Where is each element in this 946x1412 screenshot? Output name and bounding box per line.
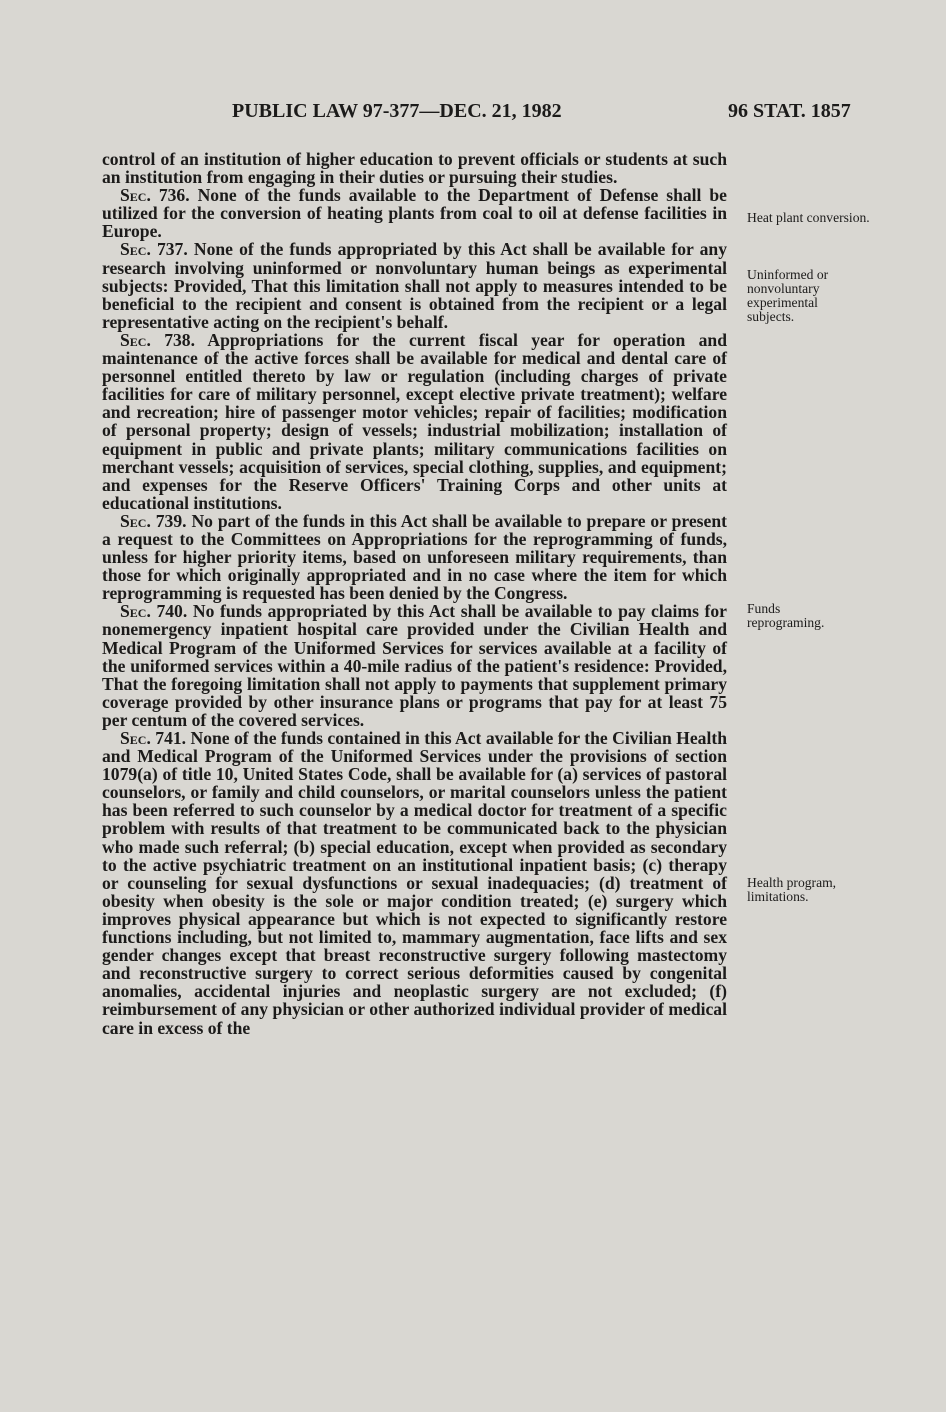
paragraph [102,150,727,186]
paragraph-text: None of the funds contained in this Act available for the Civilian Health and Medical Program of the Uniformed Services under the provisions of section 1079(a) of title 10, United States Code, shall be available for (a) services of pastoral counselors, or family and child counselors, or marital counselors unless the patient has been referred to such counselor by a medical doctor for treatment of a specific problem with results of that treatment to be communicated back to the physician who made such referral; (b) special education, except when provided as secondary to the active psychiatric treatment on an institutional inpatient basis; (c) therapy or counseling for sexual dysfunctions or sexual inadequacies; (d) treatment of obesity when obesity is the sole or major condition treated; (e) surgery which improves physical appearance but which is not expected to significantly restore functions including, but not limited to, mammary augmentation, face lifts and sex gender changes except that breast reconstructive surgery following mastectomy and reconstructive surgery to correct serious deformities caused by congenital anomalies, accidental injuries and neoplastic surgery are not excluded; (f) reimbursement of any physician or other authorized individual provider of medical care in excess of the [102,728,727,1038]
margin-note-funds-reprograming: Funds reprograming. [747,601,825,630]
paragraph [102,331,727,512]
paragraph-text: control of an institution of higher education to prevent officials or students at such an institution from engaging in their duties or pursuing their studies. [102,149,727,188]
header-page-number: 96 STAT. 1857 [728,100,851,122]
section-number: Sec. 741. [120,728,187,748]
margin-note-heat-plant: Heat plant conversion. [747,210,870,225]
section-number: Sec. 736. [120,185,190,206]
paragraph-text: None of the funds available to the Department of Defense shall be utilized for the conversion of heating plants from coal to oil at defense facilities in Europe. [102,185,727,242]
margin-note-uninformed: Uninformed or nonvoluntary experimental subjects. [747,267,829,324]
paragraph-text: No funds appropriated by this Act shall be available to pay claims for nonemergency inpatient hospital care provided under the Civilian Health and Medical Program of the Uniformed Services for services available at a facility of the uniformed services within a 40-mile radius of the patient's residence: Provided, That the foregoing limitation shall not apply to payments that supplement primary coverage provided by other insurance plans or programs that pay for at least 75 per centum of the covered services. [102,601,727,730]
header-title: PUBLIC LAW 97-377—DEC. 21, 1982 [232,100,562,122]
section-number: Sec. 737. [120,239,188,260]
section-number: Sec. 738. [120,329,195,350]
paragraph-text: None of the funds appropriated by this Act shall be available for any research involving uninformed or nonvoluntary human beings as experimental subjects: Provided, That this limitation shall not apply to measures intended to be beneficial to the recipient and consent is obtained from the recipient or a legal representative acting on the recipient's behalf. [102,239,727,332]
paragraph [102,186,727,240]
page-header [0,100,946,132]
paragraph [102,602,727,729]
paragraph-text: Appropriations for the current fiscal year for operation and maintenance of the active forces shall be available for medical and dental care of personnel entitled thereto by law or regulation (including charges of private facilities for care of military personnel, except elective private treatment); welfare and recreation; hire of passenger motor vehicles; repair of facilities; modification of personal property; design of vessels; industrial mobilization; installation of equipment in public and private plants; military communications facilities on merchant vessels; acquisition of services, special clothing, supplies, and equipment; and expenses for the Reserve Officers' Training Corps and other units at educational institutions. [102,329,727,513]
section-number: Sec. 739. [120,510,187,531]
paragraph-text: No part of the funds in this Act shall be available to prepare or present a request to the Committees on Appropriations for the reprogramming of funds, unless for higher priority items, based on unforeseen military requirements, than those for which originally appropriated and in no case where the item for which reprogramming is requested has been denied by the Congress. [102,510,727,604]
section-number: Sec. 740. [120,601,188,622]
paragraph [102,240,727,330]
paragraph [102,512,727,602]
body-text [102,150,727,1037]
paragraph [102,729,727,1037]
margin-note-health-program: Health program, limitations. [747,875,837,904]
